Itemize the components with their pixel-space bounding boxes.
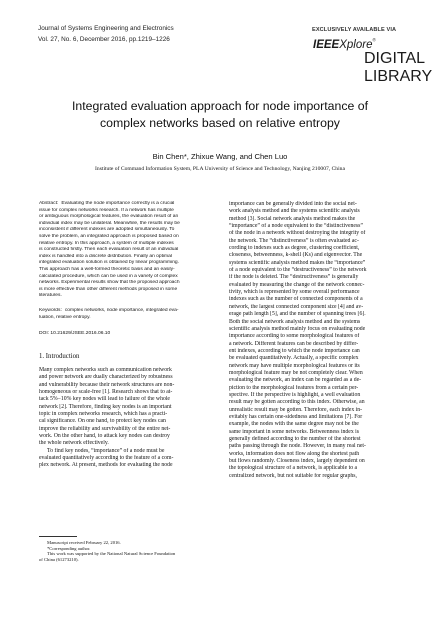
footnote-line: This work was supported by the National Natural Science Foundation [47, 551, 176, 557]
footnote-line: of China (61273210). [39, 556, 79, 562]
footnote-rule [39, 536, 77, 537]
abstract-line: solve the problem, an integrated approach is proposed based on [39, 233, 179, 239]
body-line: importance can be generally divided into the social net- [229, 201, 357, 207]
abstract-line-text: Evaluating the node importance correctly is a crucial [61, 201, 175, 206]
body-line: piction to the morphological features from a certain per- [229, 384, 359, 391]
body-line: works, information does not flow along the shortest path [229, 450, 360, 457]
body-line: topic in complex networks research, which has a practi- [39, 411, 168, 418]
body-line: systems scientific analysis method makes the “importance” [229, 259, 366, 266]
doi: DOI: 10.21629/JSEE.2016.06.10 [39, 331, 111, 336]
keywords-text [39, 308, 219, 321]
body-line: “importance” of a node equivalent to the “distinctiveness” [229, 223, 363, 230]
body-line: a network. Different features can be described by differ- [229, 340, 359, 347]
keywords-line-text: complex networks, node importance, integrated eva- [64, 308, 179, 313]
abstract-line: literatures. [39, 293, 62, 299]
body-line: cording to indexes such as degree, clustering coefficient, [229, 245, 360, 252]
footnotes [39, 540, 220, 562]
body-line: To find key nodes, “importance” of a node must be [47, 447, 165, 454]
body-line: network [2]. Therefore, finding key nodes is an important [39, 403, 172, 410]
exclusive-label: EXCLUSIVELY AVAILABLE VIA [312, 27, 397, 33]
authors: Bin Chen*, Zhixue Wang, and Chen Luo [152, 152, 288, 161]
body-line: homogeneous or scale-free [1]. Research shows that to at- [39, 389, 173, 396]
abstract-line: inconsistent if different indexes are adopted simultaneously. To [39, 227, 175, 233]
keywords-line [39, 308, 219, 315]
title-line-1: Integrated evaluation approach for node importance of [71, 99, 368, 113]
body-line: the topological structure of a network, is applicable to a [229, 465, 358, 472]
body-line: cal significance. On one hand, to protect key nodes can [39, 418, 166, 425]
body-line: same important in some networks. Betweenness index is [229, 428, 359, 435]
body-line: closeness, betweenness, k-shell (Ks) and eigenvector. The [229, 252, 363, 259]
body-line: spective. If the perspective is highlight, a well evaluation [229, 391, 361, 398]
body-line: the network. The “distinctiveness” is often evaluated ac- [229, 237, 359, 244]
body-line: paths passing through the node. However, in many real net- [229, 443, 366, 450]
keywords-line: luation, relative entropy. [39, 314, 91, 320]
abstract [39, 201, 219, 300]
abstract-line: This approach has a well-formed theoretic basis and an easily- [39, 266, 175, 272]
affiliation: Institute of Command Information System, PLA University of Science and Technology, Nanjing 210007, China [95, 166, 345, 172]
body-line: the whole network effectively. [39, 440, 109, 447]
body-line: and power network are dually characterized by robustness [39, 374, 173, 381]
body-line: erage path length [5], and the number of spanning trees [6]. [229, 311, 366, 318]
abstract-line: is constructed firstly. Then each evaluation result of an individual [39, 247, 179, 253]
body-line: generally defined according to the number of the shortest [229, 436, 361, 442]
logo-ieee-text: IEEE [313, 39, 340, 51]
body-line: result may be gotten according to this index. Otherwise, an [229, 399, 365, 406]
body-line: centralized network, but not suitable for regular graphs, [229, 472, 357, 479]
logo-reg-mark: ® [372, 37, 376, 43]
keywords-label: Keywords: [39, 308, 62, 313]
body-line: if the node is deleted. The “destructiveness” is generally [229, 274, 359, 281]
right-column [229, 201, 410, 480]
body-line: Both the social network analysis method and the systems [229, 318, 361, 325]
section-heading: 1. Introduction [39, 353, 80, 360]
paper-title [20, 98, 420, 132]
body-line: method [3]. Social network analysis method makes the [229, 215, 356, 222]
abstract-line: issue for complex networks research. If a network has multiple [39, 207, 174, 213]
abstract-line: calculated procedure, which can be used in a variety of complex [39, 273, 178, 279]
body-line: network, the largest connected component size [4] and av- [229, 303, 364, 310]
body-line: be evaluated quantitatively. Actually, a specific complex [229, 355, 359, 362]
left-column [39, 367, 220, 470]
body-line: indexes such as the number of connected components of a [229, 296, 363, 303]
body-line: example, the nodes with the same degree may not be the [229, 421, 359, 428]
abstract-line [39, 201, 219, 208]
body-line: and vulnerability because their network structures are non- [39, 381, 175, 388]
abstract-label: Abstract: [39, 201, 59, 206]
body-line: plex network. At present, methods for evaluating the node [39, 462, 173, 469]
body-line: ent indexes, according to which the node importance can [229, 347, 360, 354]
abstract-line: index is handled into a discrete distribution. Finally an optimal [39, 253, 172, 259]
abstract-line: integrated evaluation solution is obtained by linear programming. [39, 260, 180, 266]
journal-name: Journal of Systems Engineering and Electronics [38, 25, 174, 32]
body-line: but flows randomly. Closeness index, largely dependent on [229, 458, 365, 465]
abstract-line: networks. Experimental results show that the proposed approach [39, 280, 180, 286]
title-line-2: complex networks based on relative entropy [100, 116, 340, 130]
body-line: unrealistic result may be gotten. Therefore, each index in- [229, 406, 363, 413]
body-line: work. On the other hand, to attack key nodes can destroy [39, 433, 170, 440]
body-line: network may have multiple morphological features or its [229, 362, 360, 369]
abstract-text [39, 201, 219, 300]
abstract-line: relative entropy. In this approach, a system of multiple indexes [39, 240, 174, 246]
footnote-line: Manuscript received February 22, 2016. [47, 540, 121, 545]
body-line: improve the reliability and survivability of the entire net- [39, 425, 171, 432]
abstract-line: is more effective than other different methods proposed in some [39, 286, 178, 292]
body-line: evaluated quantitatively according to the feature of a com- [39, 455, 174, 462]
abstract-line: individual index may be unilateral. Meanwhile, the results may be [39, 220, 180, 226]
footnote-line: *Corresponding author. [47, 545, 91, 551]
keywords [39, 308, 219, 321]
body-line: evaluated by measuring the change of the network connec- [229, 281, 365, 288]
body-line: of the node in a network without destroying the integrity of [229, 230, 366, 237]
logo-library-text: DIGITAL LIBRARY [364, 50, 433, 85]
body-line: of a node equivalent to the “destructiveness” to the network [229, 267, 367, 274]
issue-line: Vol. 27, No. 6, December 2016, pp.1219–1226 [38, 36, 170, 43]
body-line: morphological feature may be not completely clear. When [229, 369, 363, 376]
logo-xplore-text: Xplore [339, 39, 373, 51]
abstract-line: or ambiguous morphological features, the evaluation result of an [39, 214, 179, 220]
body-line: Many complex networks such as communication network [39, 367, 172, 373]
body-line: importance according to some morphological features of [229, 333, 360, 340]
body-line: evitably has certain one-sidedness and limitations [7]. For [229, 413, 363, 420]
body-line: work analysis method and the systems scientific analysis [229, 208, 360, 215]
body-line: scientific analysis method mainly focus on evaluating node [229, 325, 366, 332]
body-line: tivity, which is represented by some overall performance [229, 289, 360, 296]
body-line: tack 5%−10% key nodes will lead to failure of the whole [39, 396, 170, 403]
body-line: evaluating the network, an index can be regarded as a de- [229, 377, 362, 384]
